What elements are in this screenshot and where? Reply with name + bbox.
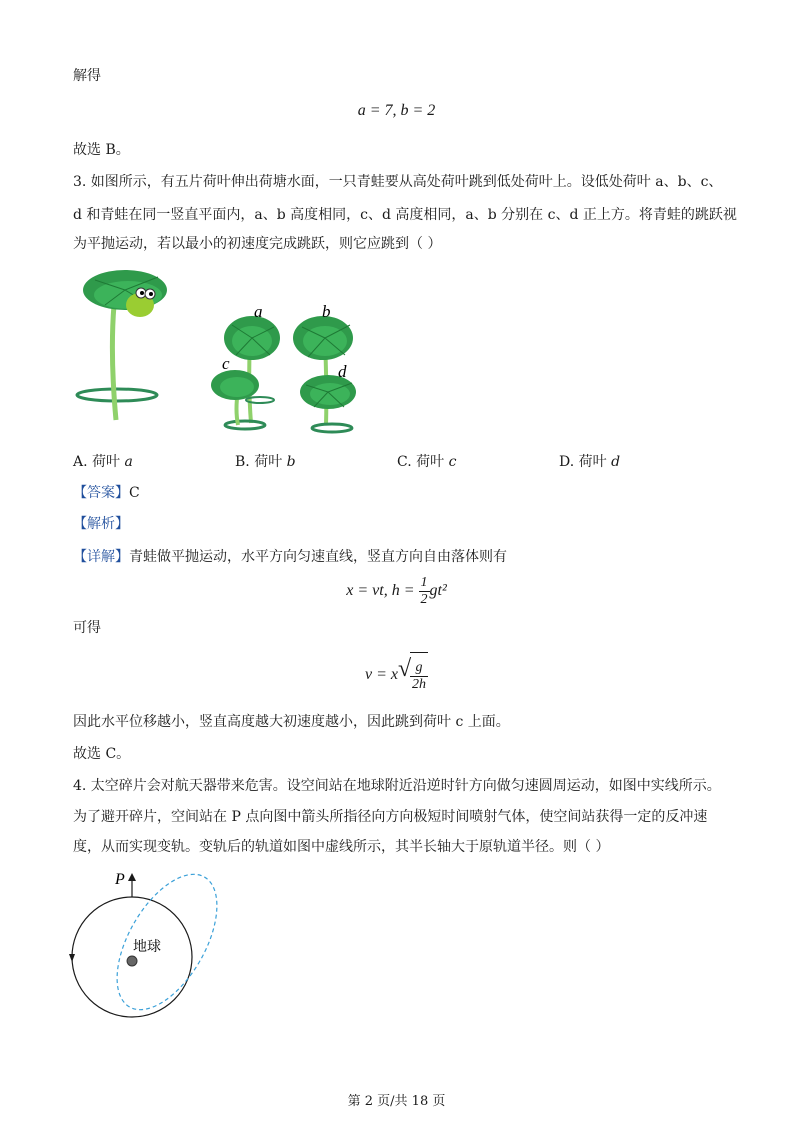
sqrt: √ $\frac{g}{2h}$ — [410, 652, 428, 699]
leaf-a — [224, 316, 280, 423]
prev-answer-line: 故选 B。 — [73, 142, 130, 158]
label-d: d — [338, 362, 347, 381]
detail-tag: 【详解】 — [73, 549, 129, 565]
kede-text: 可得 — [73, 620, 101, 636]
q3-line-3: 为平抛运动，若以最小的初速度完成跳跃，则它应跳到（ ） — [73, 236, 442, 252]
label-c: c — [222, 354, 230, 373]
label-a: a — [254, 302, 263, 321]
jiede-text: 解得 — [73, 68, 101, 84]
answer-line — [73, 483, 140, 503]
detail-line — [73, 547, 507, 567]
arrow-head-icon — [128, 873, 136, 881]
earth-dot — [127, 956, 137, 966]
answer-tag: 【答案】 — [73, 485, 129, 501]
direction-arrow-icon — [69, 954, 75, 962]
option-a[interactable]: A. 荷叶 a — [73, 454, 133, 470]
final-answer: 故选 C。 — [73, 746, 131, 762]
lotus-leaves-figure — [70, 265, 370, 440]
label-b: b — [322, 302, 331, 321]
earth-label: 地球 — [133, 940, 161, 955]
page-footer: 第 2 页/共 18 页 — [347, 1094, 446, 1109]
point-p-label: P — [115, 871, 125, 888]
analysis-tag: 【解析】 — [73, 516, 129, 532]
equation-1: x = vt, h = $\frac{1}{2}$ gt² — [346, 574, 447, 607]
orbit-figure — [65, 862, 225, 1027]
equation-2: v = x √ $\frac{g}{2h}$ — [0, 652, 793, 699]
equation-ab: a = 7, b = 2 — [357, 102, 436, 119]
option-b[interactable]: B. 荷叶 b — [235, 454, 296, 470]
option-c[interactable]: C. 荷叶 c — [397, 454, 457, 470]
leaf-c — [211, 370, 274, 429]
q4-line-3: 度，从而实现变轨。变轨后的轨道如图中虚线所示，其半长轴大于原轨道半径。则（ ） — [73, 839, 610, 855]
leaf-d — [300, 375, 356, 432]
q4-line-2: 为了避开碎片，空间站在 P 点向图中箭头所指径向方向极短时间喷射气体，使空间站获得一定的反冲速 — [73, 809, 708, 825]
q3-line-2: d 和青蛙在同一竖直平面内，a、b 高度相同，c、d 高度相同，a、b 分别在 c、d 正上方。将青蛙的跳跃视 — [73, 207, 737, 223]
conclusion-text: 因此水平位移越小，竖直高度越大初速度越小，因此跳到荷叶 c 上面。 — [73, 714, 510, 730]
detail-text: 青蛙做平抛运动，水平方向匀速直线，竖直方向自由落体则有 — [129, 549, 507, 565]
option-d[interactable]: D. 荷叶 d — [559, 454, 621, 470]
q4-line-1: 4. 太空碎片会对航天器带来危害。设空间站在地球附近沿逆时针方向做匀速圆周运动，如图中实线所示。 — [73, 778, 721, 794]
q3-line-1: 3. 如图所示，有五片荷叶伸出荷塘水面，一只青蛙要从高处荷叶跳到低处荷叶上。设低处荷叶 a、b、c、 — [73, 174, 723, 190]
answer-value: C — [129, 485, 140, 501]
